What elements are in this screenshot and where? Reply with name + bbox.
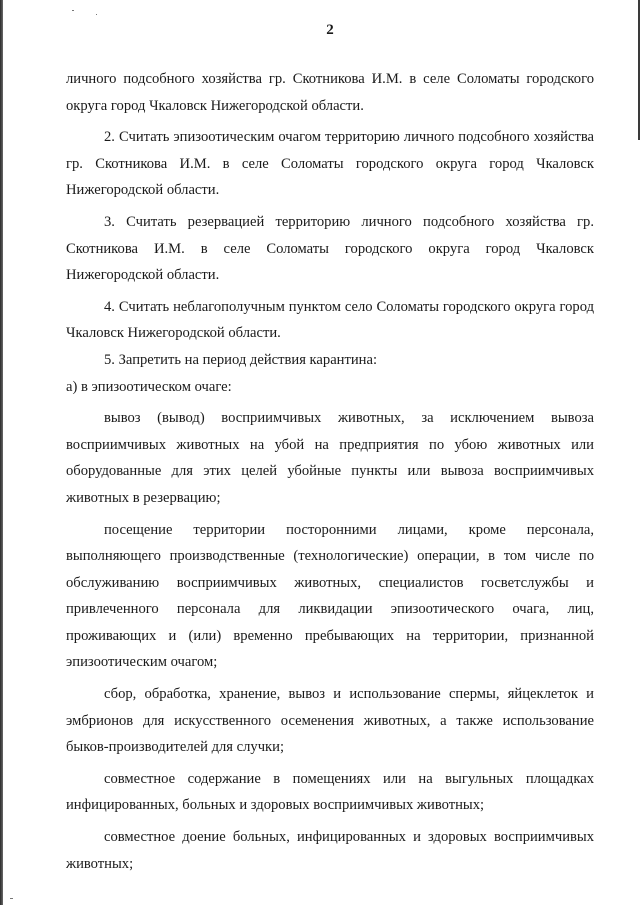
scan-speck [96,14,97,15]
paragraph-sperm-ban: сбор, обработка, хранение, вывоз и использование спермы, яйцеклеток и эмбрионов для искусственного осеменения животных, а также использование быков-производителей для случки; [66,686,594,756]
paragraph-joint-milking-ban: совместное доение больных, инфицированных и здоровых восприимчивых животных; [66,829,594,872]
paragraph-joint-keeping-ban: совместное содержание в помещениях или на выгульных площадках инфицированных, больных и здоровых восприимчивых животных; [66,770,594,814]
paragraph-visit-ban: посещение территории посторонними лицами, кроме персонала, выполняющего производственные (технологические) операции, в том числе по обслуживанию восприимчивых животных, специалистов госветслужбы и привлеченного персонала для ликвидации эпизоотического очага, лиц, проживающих и (или) временно пребывающих на территории, признанной эпизоотическим очагом; [66,521,594,671]
paragraph-subitem-a: а) в эпизоотическом очаге: [66,378,232,395]
scan-speck [72,10,74,11]
scan-speck [10,898,13,899]
paragraph-export-ban: вывоз (вывод) восприимчивых животных, за исключением вывоза восприимчивых животных на убой на предприятия по убою животных или оборудованные для этих целей убойные пункты или вывоза восприимчивых животных в резервацию; [66,410,594,506]
paragraph-continuation: личного подсобного хозяйства гр. Скотникова И.М. в селе Соломаты городского округа город Чкаловск Нижегородской области. [66,71,594,114]
scan-edge-left [0,0,3,905]
page-number: 2 [326,22,334,38]
paragraph-item-5: 5. Запретить на период действия карантина: [104,351,378,368]
paragraph-item-4: 4. Считать неблагополучным пунктом село Соломаты городского округа город Чкаловск Нижегородской области. [66,298,594,342]
document-body [66,66,594,877]
paragraph-item-3: 3. Считать резервацией территорию личного подсобного хозяйства гр. Скотникова И.М. в селе Соломаты городского округа город Чкаловск Нижегородской области. [66,213,594,284]
paragraph-item-2: 2. Считать эпизоотическим очагом территорию личного подсобного хозяйства гр. Скотникова И.М. в селе Соломаты городского округа город Чкаловск Нижегородской области. [66,129,594,199]
